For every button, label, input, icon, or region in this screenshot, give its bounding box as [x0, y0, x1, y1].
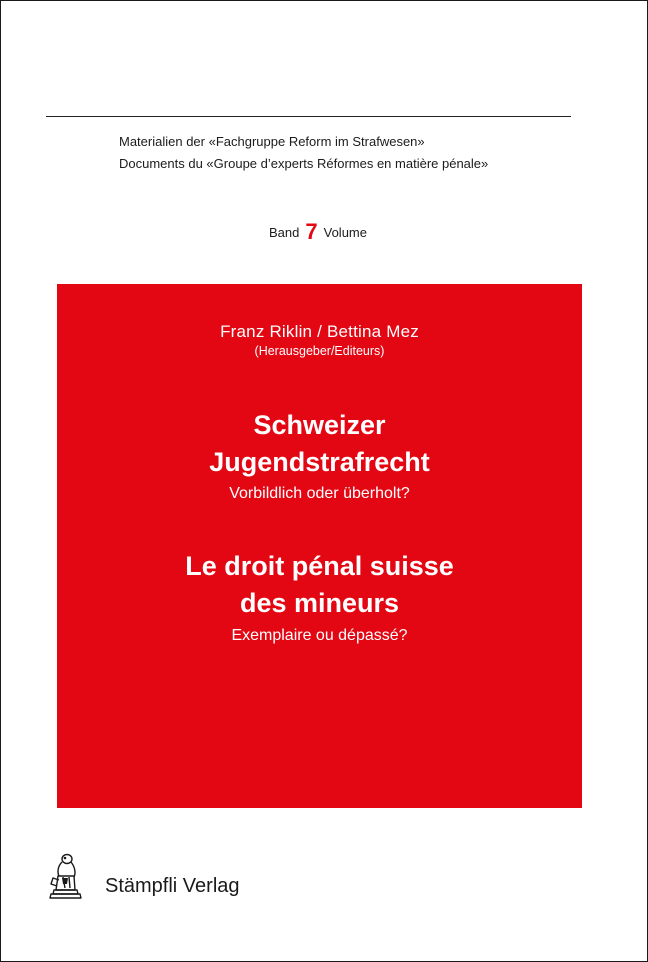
volume-label [269, 217, 367, 243]
title-german-line1: Schweizer [253, 410, 386, 440]
series-title-fr: Documents du «Groupe d’experts Réformes en matière pénale» [119, 156, 489, 171]
title-french-line2: des mineurs [239, 588, 400, 618]
title-french-line1: Le droit pénal suisse [185, 551, 454, 581]
volume-suffix: Volume [323, 225, 367, 240]
title-panel [57, 284, 582, 808]
editors-role: (Herausgeber/Editeurs) [254, 344, 385, 358]
volume-number: 7 [305, 219, 318, 244]
series-title-de: Materialien der «Fachgruppe Reform im Strafwesen» [119, 134, 425, 149]
title-french [57, 548, 582, 622]
top-rule [46, 116, 571, 117]
volume-prefix: Band [269, 225, 300, 240]
subtitle-french: Exemplaire ou dépassé? [231, 627, 408, 644]
publisher-name: Stämpfli Verlag [105, 875, 240, 897]
subtitle-german: Vorbildlich oder überholt? [229, 485, 410, 502]
editors: Franz Riklin / Bettina Mez [220, 322, 419, 341]
title-german [57, 407, 582, 481]
statue-logo-icon [45, 850, 85, 902]
title-german-line2: Jugendstrafrecht [209, 447, 430, 477]
series-title [119, 131, 488, 175]
